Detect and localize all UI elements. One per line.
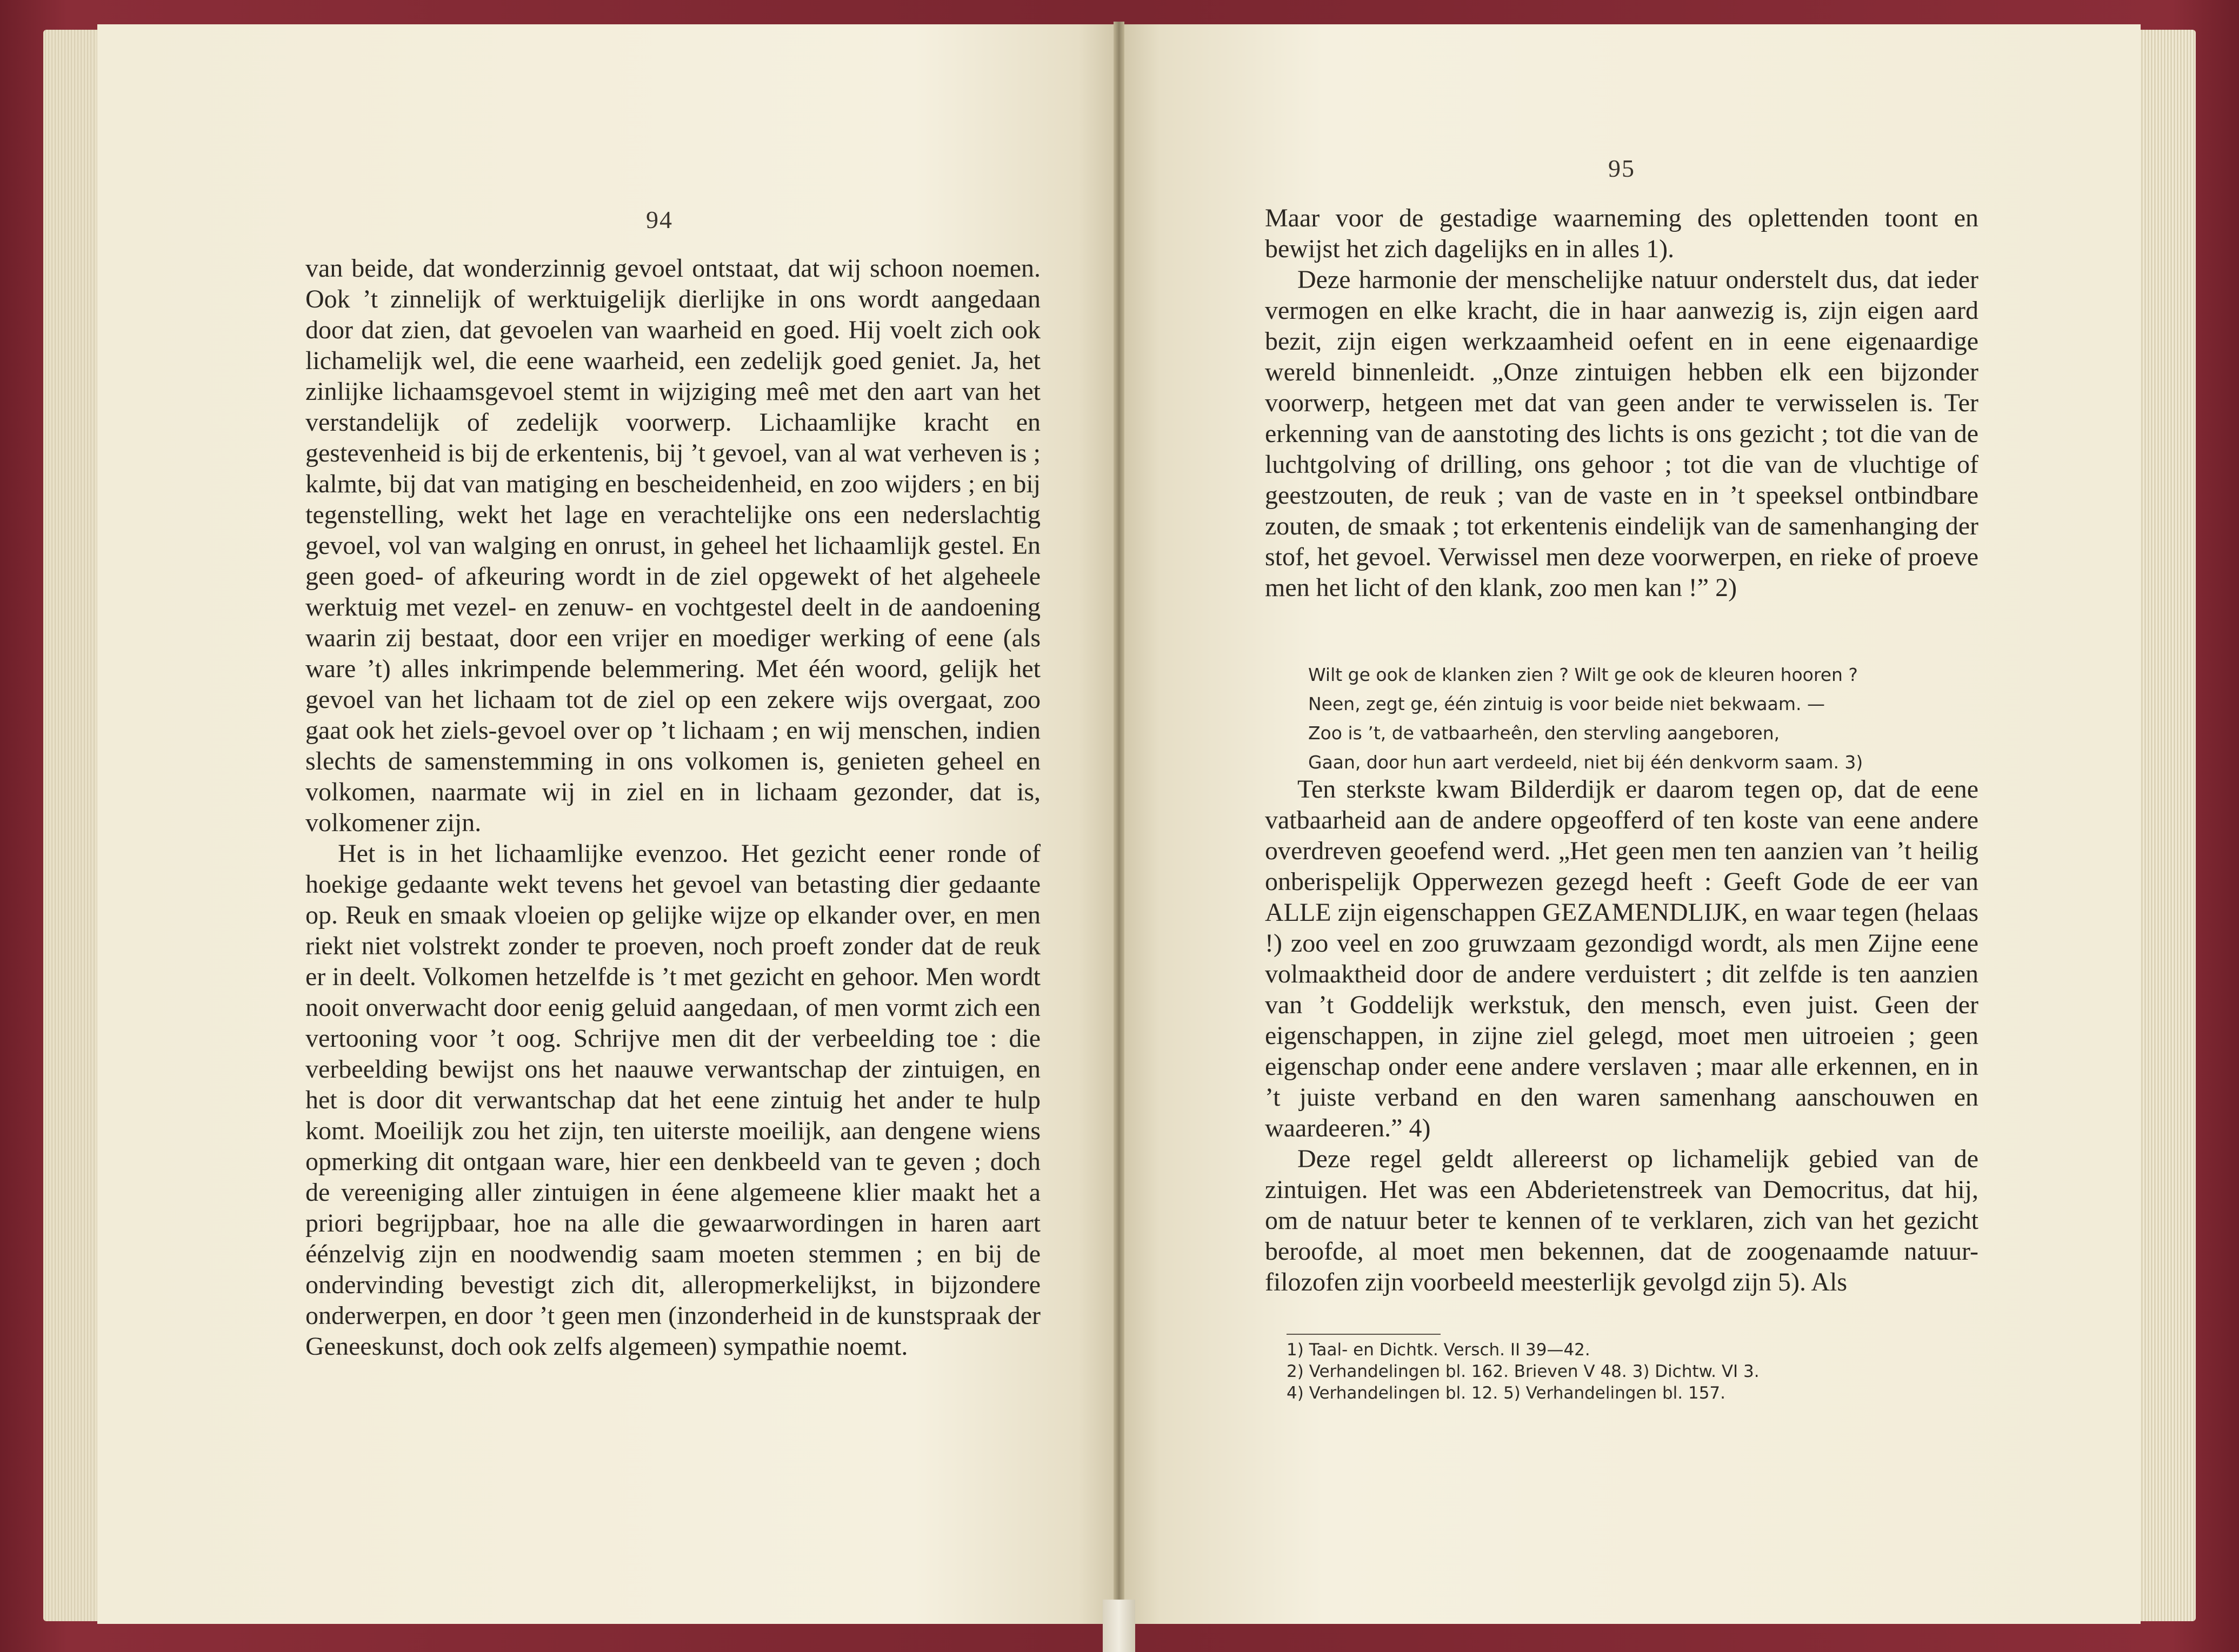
- footnote: 4) Verhandelingen bl. 12. 5) Verhandelingen bl. 157.: [1287, 1383, 1725, 1403]
- bookmark-ribbon: [1103, 1600, 1135, 1652]
- page-edges-left: [43, 30, 103, 1621]
- footnotes: [1287, 1339, 1760, 1404]
- poem-line: Wilt ge ook de klanken zien ? Wilt ge ook de kleuren hooren ?: [1308, 664, 1858, 685]
- book-gutter: [1114, 22, 1124, 1627]
- page-edges-right: [2136, 30, 2196, 1621]
- poem-line: Neen, zegt ge, één zintuig is voor beide niet bekwaam. —: [1308, 693, 1825, 714]
- right-page-body-bottom: [1265, 774, 1978, 1297]
- paragraph: van beide, dat wonderzinnig gevoel ontstaat, dat wij schoon noemen. Ook ’t zinnelijk of werktuigelijk dierlijke in ons wordt aangedaan door dat zien, dat gevoelen van waarheid en goed. Hij voelt zich ook lichamelijk wel, die eene waarheid, een zedelijk goed geniet. Ja, het zinlijke lichaamsgevoel stemt in wijziging meê met den aart van het verstandelijk of zedelijk voorwerp. Lichaamlijke kracht en gestevenheid is bij de erkentenis, bij ’t gevoel, van al wat verheven is ; kalmte, bij dat van matiging en bescheidenheid, en zoo wijders ; en bij tegenstelling, wekt het lage en verachtelijke ons een nederslachtig gevoel, vol van walging en onrust, in geheel het lichaamlijk gestel. En geen goed- of afkeuring wordt in de ziel opgewekt of het algeheele werktuig met vezel- en zenuw- en vochtgestel deelt in de aandoening waarin zij bestaat, door een vrijer en moediger werking of eene (als ware ’t) alles inkrimpende belemmering. Met één woord, gelijk het gevoel van het lichaam tot de ziel op een zekere wijs overgaat, zoo gaat ook het ziels-gevoel over op ’t lichaam ; en wij menschen, indien slechts de samenstemming in ons volkomen is, genieten geheel en volkomen, naarmate wij in ziel en in lichaam gezonder, dat is, volkomener zijn.: [305, 254, 1041, 837]
- footnote-rule: [1287, 1334, 1441, 1335]
- footnote: 1) Taal- en Dichtk. Versch. II 39—42.: [1287, 1340, 1590, 1360]
- right-page-number: 95: [1608, 155, 1635, 182]
- paragraph: Het is in het lichaamlijke evenzoo. Het gezicht eener ronde of hoekige gedaante wekt tevens het gevoel van betasting dier gedaante op. Reuk en smaak vloeien op gelijke wijze op elkander over, en men riekt niet volstrekt zonder te proeven, noch proeft zonder dat de reuk er in deelt. Volkomen hetzelfde is ’t met gezicht en gehoor. Men wordt nooit onverwacht door eenig geluid aangedaan, of men vormt zich een vertooning voor ’t oog. Schrijve men dit der verbeelding toe : die verbeelding bewijst ons het naauwe verwantschap der zintuigen, en het is door dit verwantschap dat het eene zintuig het ander te hulp komt. Moeilijk zou het zijn, ten uiterste moeilijk, aan dengene wiens opmerking dit ontgaan ware, hier een denkbeeld van te geven ; doch de vereeniging aller zintuigen in éene algemeene klier maakt het a priori begrijpbaar, hoe na alle die gewaarwordingen in haren aart éénzelvig zijn en noodwendig saam moeten stemmen ; en bij de ondervinding bevestigt zich dit, alleropmerkelijkst, in bijzondere onderwerpen, en door ’t geen men (inzonderheid in de kunstspraak der Geneeskunst, doch ook zelfs algemeen) sympathie noemt.: [305, 839, 1041, 1361]
- paragraph: Deze regel geldt allereerst op lichamelijk gebied van de zintuigen. Het was een Abderietenstreek van Democritus, dat hij, om de natuur beter te kennen of te verklaren, zich van het gezicht beroofde, al moet men bekennen, dat de zoogenaamde natuur-filozofen zijn voorbeeld meesterlijk gevolgd zijn 5). Als: [1265, 1145, 1978, 1296]
- left-page-number: 94: [646, 206, 673, 233]
- paragraph: Ten sterkste kwam Bilderdijk er daarom tegen op, dat de eene vatbaarheid aan de andere opgeofferd of ten koste van eene andere overdreven geoefend werd. „Het geen men ten aanzien van ’t heilig onberispelijk Opperwezen gezegd heeft : Geeft Gode de eer van ALLE zijn eigenschappen GEZAMENDLIJK, en waar tegen (helaas !) zoo veel en zoo gruwzaam gezondigd wordt, als men Zijne eene volmaaktheid door de andere verduistert ; dit zelfde is ten aanzien van ’t Goddelijk werkstuk, den mensch, even juist. Geen der eigenschappen, in zijne ziel gelegd, moet men uitroeien ; geen eigenschap onder eene andere verslaven ; maar alle erkennen, en in ’t juiste verband en den waren samenhang aanschouwen en waardeeren.” 4): [1265, 775, 1978, 1142]
- poem-line: Zoo is ’t, de vatbaarheên, den stervling aangeboren,: [1308, 723, 1780, 744]
- footnote: 2) Verhandelingen bl. 162. Brieven V 48. 3) Dichtw. VI 3.: [1287, 1362, 1760, 1381]
- poem-quote: [1308, 660, 1863, 777]
- paragraph: Deze harmonie der menschelijke natuur onderstelt dus, dat ieder vermogen en elke kracht, die in haar aanwezig is, zijn eigen aard bezit, zijn eigen werkzaamheid oefent en in eene eigenaardige wereld binnenleidt. „Onze zintuigen hebben elk een bijzonder voorwerp, hetgeen met dat van geen ander te verwisselen is. Ter erkenning van de aanstoting des lichts is ons gezicht ; tot die van de luchtgolving of drilling, ons gehoor ; tot die van de vluchtige of geestzouten, de reuk ; van de vaste en in ’t speeksel ontbindbare zouten, de smaak ; tot erkentenis eindelijk van de samenhanging der stof, het gevoel. Verwissel men deze voorwerpen, en rieke of proeve men het licht of den klank, zoo men kan !” 2): [1265, 265, 1978, 602]
- poem-line: Gaan, door hun aart verdeeld, niet bij één denkvorm saam. 3): [1308, 752, 1863, 773]
- right-page-body-top: [1265, 203, 1978, 603]
- left-page-body: [305, 253, 1041, 1362]
- paragraph: Maar voor de gestadige waarneming des oplettenden toont en bewijst het zich dagelijks en in alles 1).: [1265, 204, 1978, 263]
